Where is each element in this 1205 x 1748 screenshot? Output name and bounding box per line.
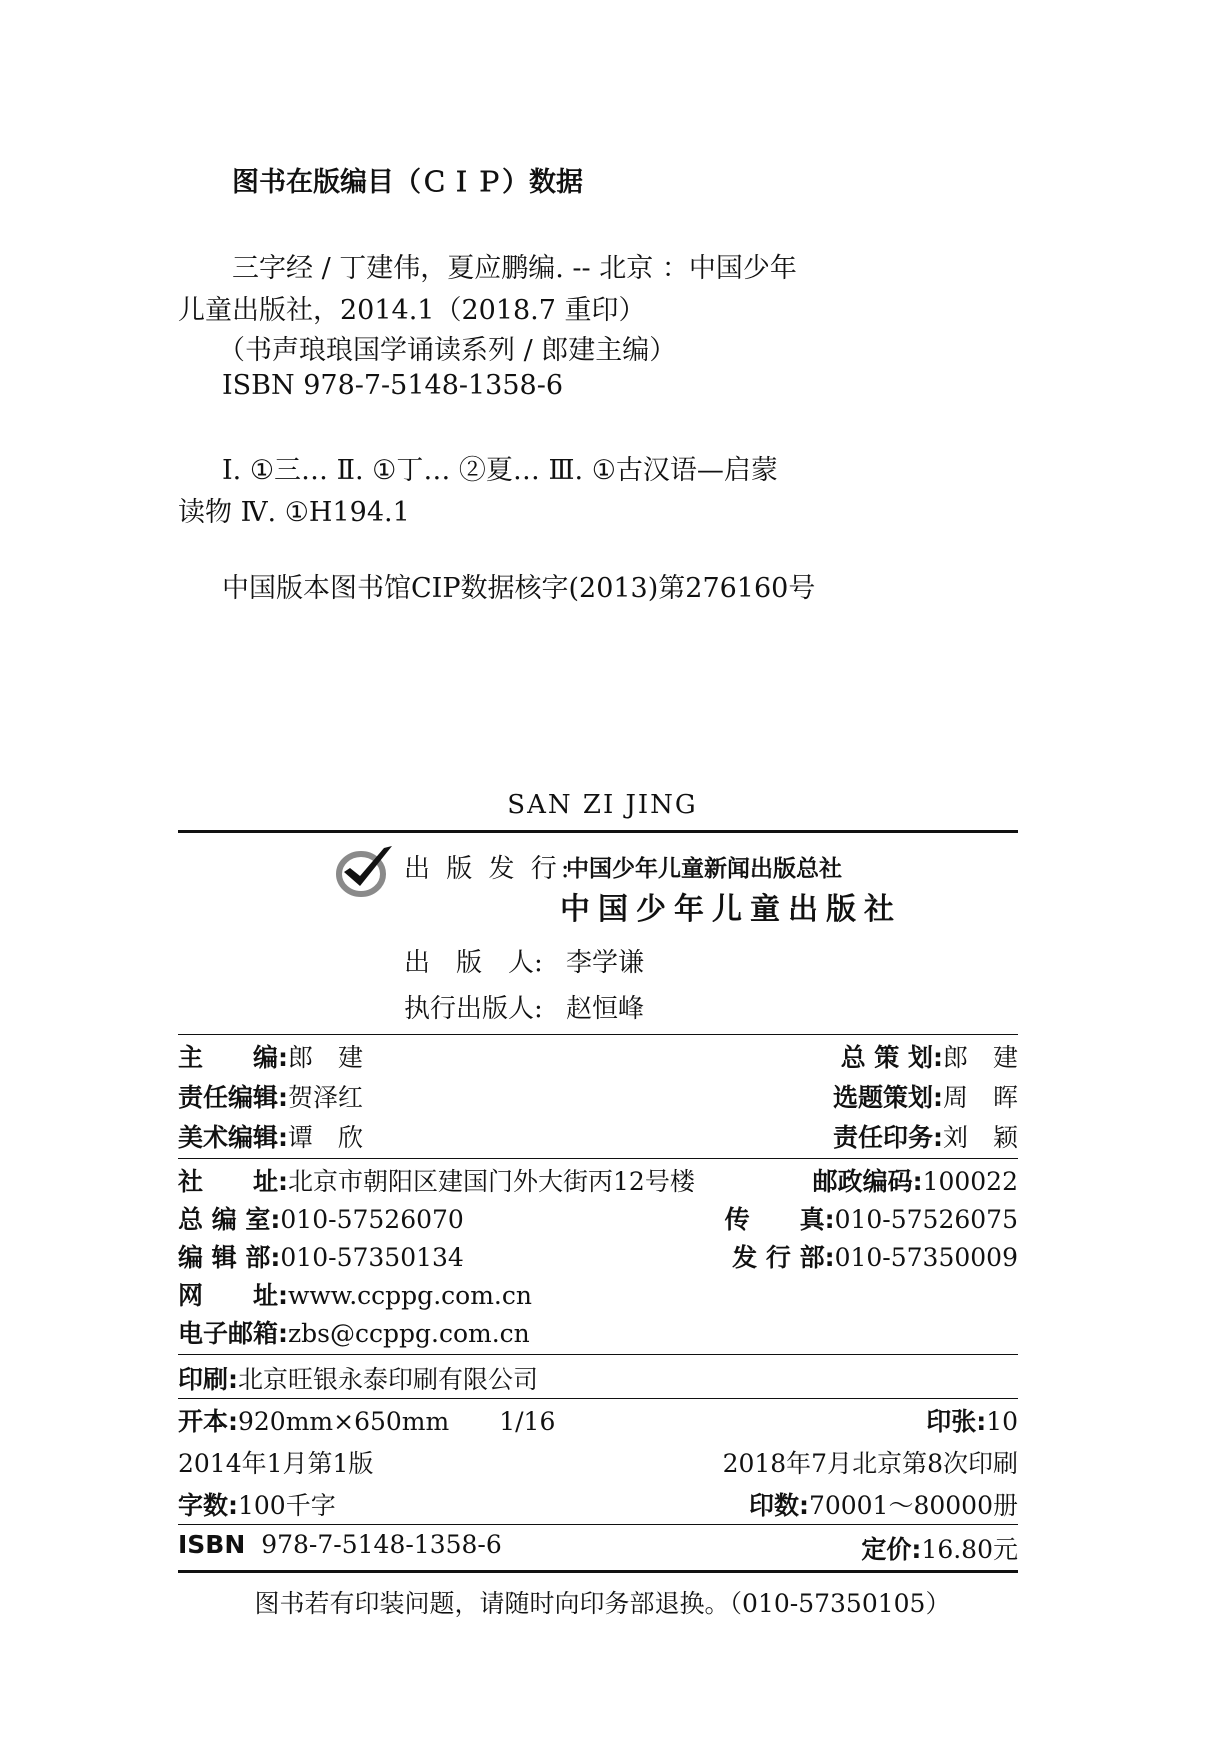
isbn-row xyxy=(178,1530,1018,1568)
top-rule xyxy=(178,830,1018,833)
price-value: 16.80元 xyxy=(921,1535,1018,1564)
sheets-value: 10 xyxy=(986,1407,1018,1436)
staff-left-value: 谭 欣 xyxy=(288,1123,364,1152)
contact-row xyxy=(178,1200,1018,1238)
copies-label: 印数: xyxy=(748,1491,809,1520)
bottom-rule xyxy=(178,1570,1018,1573)
edition-row xyxy=(178,1444,1018,1482)
email-label: 电子邮箱: xyxy=(178,1319,288,1348)
words-label: 字数: xyxy=(178,1491,238,1520)
printer-top-rule xyxy=(178,1354,1018,1355)
format-row xyxy=(178,1402,1018,1440)
contact-row xyxy=(178,1162,1018,1200)
staff-top-rule xyxy=(178,1034,1018,1035)
staff-right-label: 总 策 划: xyxy=(840,1043,943,1072)
impression-value: 2018年7月北京第8次印刷 xyxy=(722,1449,1018,1478)
publisher-checkmark-logo-icon xyxy=(334,842,396,900)
fax-label: 传 真: xyxy=(724,1205,835,1234)
exec-publisher-value: 赵恒峰 xyxy=(566,994,645,1024)
sheets-label: 印张: xyxy=(926,1407,987,1436)
email-value: zbs@ccppg.com.cn xyxy=(288,1319,530,1348)
format-value: 920mm×650mm 1/16 xyxy=(238,1407,556,1436)
staff-left-value: 贺泽红 xyxy=(288,1083,364,1112)
fax-value: 010-57526075 xyxy=(834,1205,1018,1234)
address-label: 社 址: xyxy=(178,1167,288,1196)
cip-entry-line2: 儿童出版社，2014.1（2018.7 重印） xyxy=(178,295,646,326)
staff-right-value: 周 晖 xyxy=(942,1083,1018,1112)
staff-left-label: 主 编: xyxy=(178,1043,288,1072)
words-row xyxy=(178,1486,1018,1524)
staff-right-label: 责任印务: xyxy=(832,1123,943,1152)
isbn-top-rule xyxy=(178,1524,1018,1525)
price-label: 定价: xyxy=(861,1535,922,1564)
staff-left-label: 责任编辑: xyxy=(178,1083,288,1112)
words-value: 100千字 xyxy=(238,1491,336,1520)
staff-left-label: 美术编辑: xyxy=(178,1123,288,1152)
office-value: 010-57526070 xyxy=(280,1205,464,1234)
cip-class-line1: Ⅰ. ①三… Ⅱ. ①丁… ②夏… Ⅲ. ①古汉语—启蒙 xyxy=(222,455,778,486)
contact-row xyxy=(178,1314,1018,1352)
distribution-value: 010-57350009 xyxy=(834,1243,1018,1272)
website-label: 网 址: xyxy=(178,1281,288,1310)
contact-row xyxy=(178,1276,1018,1314)
postcode-label: 邮政编码: xyxy=(812,1167,923,1196)
website-value: www.ccppg.com.cn xyxy=(288,1281,532,1310)
isbn-value: 978-7-5148-1358-6 xyxy=(261,1530,502,1559)
editorial-value: 010-57350134 xyxy=(280,1243,464,1272)
publisher-person-label: 出 版 人: xyxy=(404,948,543,978)
contact-row xyxy=(178,1238,1018,1276)
publisher-name: 中国少年儿童出版社 xyxy=(560,892,902,927)
printer-label: 印刷: xyxy=(178,1365,238,1394)
staff-right-value: 刘 颖 xyxy=(942,1123,1018,1152)
publisher-group: 中国少年儿童新闻出版总社 xyxy=(566,856,842,882)
printer-value: 北京旺银永泰印刷有限公司 xyxy=(238,1365,539,1394)
edition-value: 2014年1月第1版 xyxy=(178,1449,374,1478)
format-label: 开本: xyxy=(178,1407,238,1436)
staff-row xyxy=(178,1078,1018,1116)
isbn-label: ISBN xyxy=(178,1530,246,1559)
office-label: 总 编 室: xyxy=(178,1205,281,1234)
editorial-label: 编 辑 部: xyxy=(178,1243,281,1272)
distribution-label: 发 行 部: xyxy=(732,1243,835,1272)
staff-row xyxy=(178,1118,1018,1156)
exec-publisher-label: 执行出版人: xyxy=(404,994,543,1024)
printer-row xyxy=(178,1360,1018,1398)
cip-series: （书声琅琅国学诵读系列 / 郎建主编） xyxy=(218,335,677,366)
copies-value: 70001～80000册 xyxy=(808,1491,1018,1520)
footer-note: 图书若有印装问题，请随时向印务部退换。（010-57350105） xyxy=(254,1589,951,1618)
cip-entry-line1: 三字经 / 丁建伟，夏应鹏编. -- 北京 ：中国少年 xyxy=(232,253,797,284)
contact-top-rule xyxy=(178,1158,1018,1159)
staff-right-value: 郎 建 xyxy=(942,1043,1018,1072)
cip-title: 图书在版编目（ＣＩＰ）数据 xyxy=(232,167,583,198)
cip-number: 中国版本图书馆CIP数据核字(2013)第276160号 xyxy=(222,573,816,604)
publisher-person-value: 李学谦 xyxy=(566,948,645,978)
format-top-rule xyxy=(178,1398,1018,1399)
book-title-pinyin: SAN ZI JING xyxy=(507,790,698,820)
cip-isbn: ISBN 978-7-5148-1358-6 xyxy=(222,370,564,401)
address-value: 北京市朝阳区建国门外大街丙12号楼 xyxy=(288,1167,695,1196)
cip-class-line2: 读物 Ⅳ. ①H194.1 xyxy=(178,497,410,528)
staff-row xyxy=(178,1038,1018,1076)
publisher-label: 出 版 发 行: xyxy=(404,854,574,884)
staff-left-value: 郎 建 xyxy=(288,1043,364,1072)
postcode-value: 100022 xyxy=(922,1167,1018,1196)
staff-right-label: 选题策划: xyxy=(832,1083,943,1112)
